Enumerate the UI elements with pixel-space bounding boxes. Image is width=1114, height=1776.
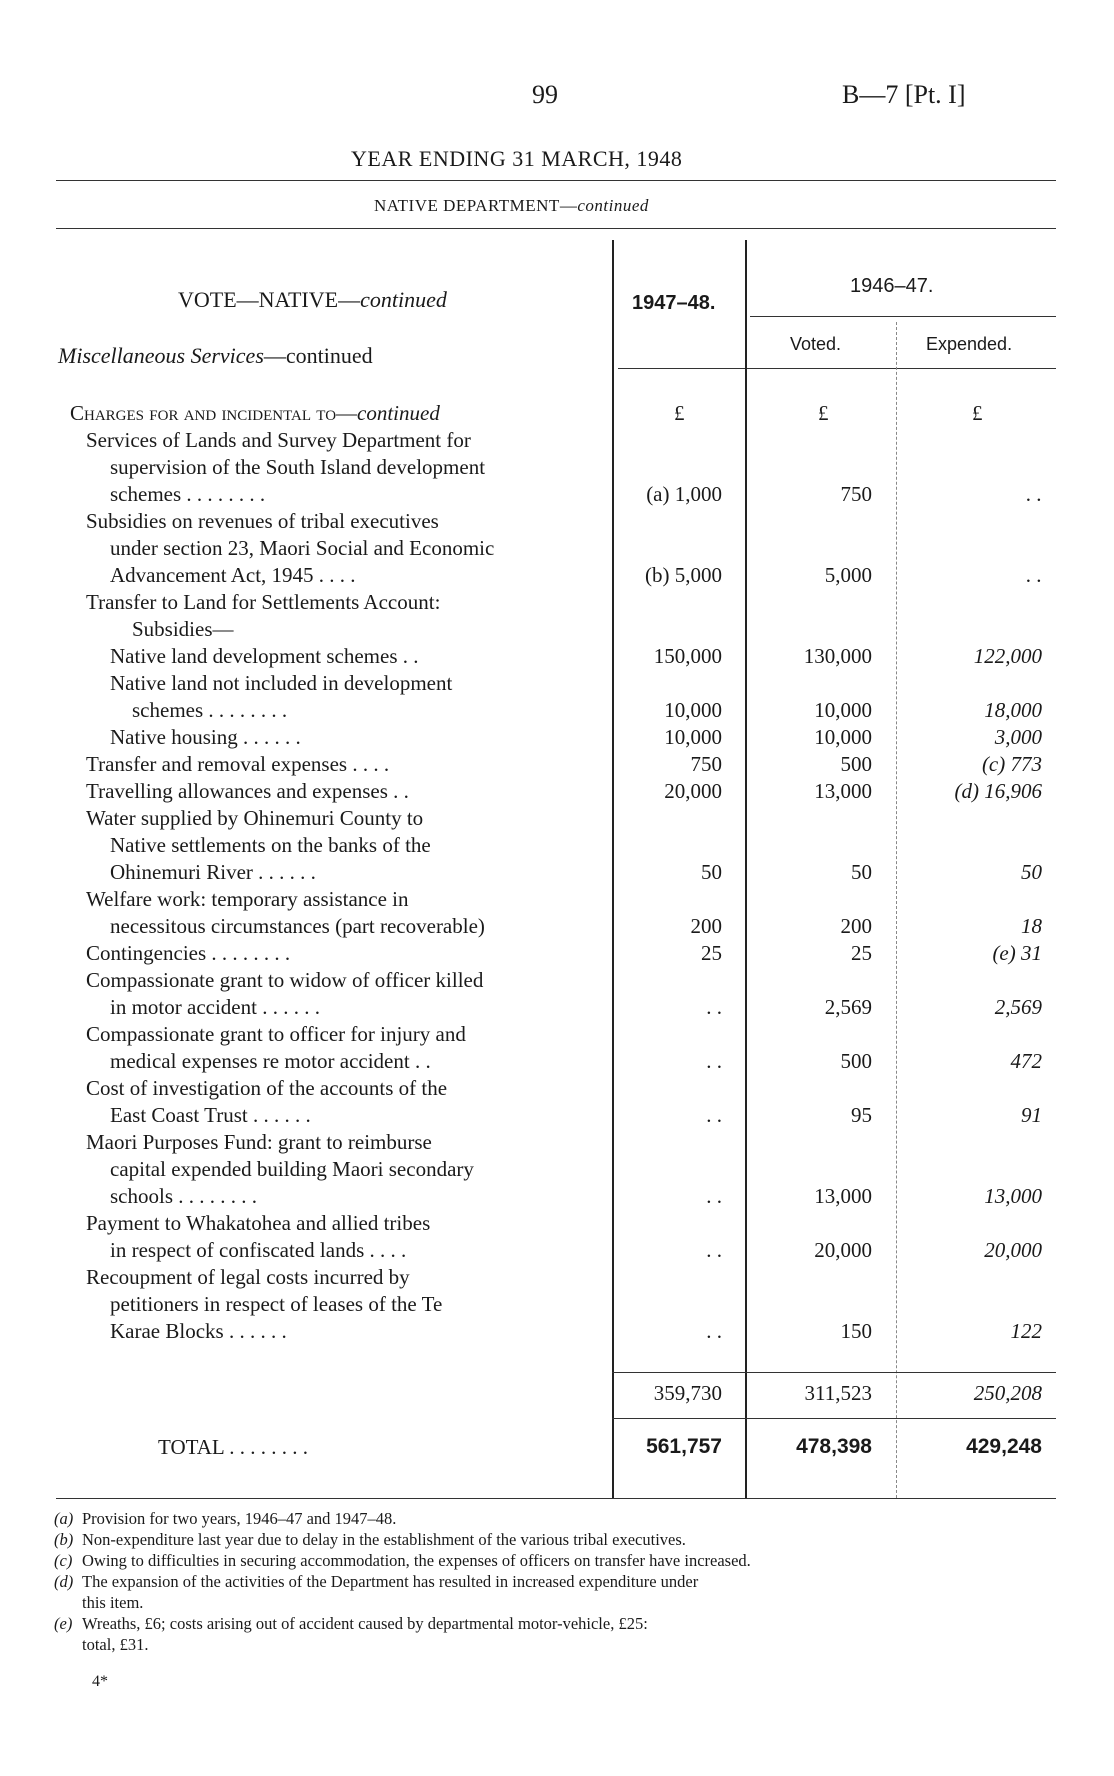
footnote-mark: (d) [54,1572,74,1591]
row-description-line: Advancement Act, 1945 . . . . [110,563,356,587]
row-description-line: in motor accident . . . . . . [110,995,320,1019]
total-expended: 429,248 [966,1435,1042,1458]
row-value-voted: 130,000 [803,644,872,668]
subtotal-voted: 311,523 [804,1381,872,1405]
row-description-line: Cost of investigation of the accounts of the [86,1076,448,1100]
misc-continued: —continued [263,343,373,368]
row-description-line: schemes . . . . . . . . [110,482,266,506]
header-rule-2 [56,228,1056,229]
row-description-line: Compassionate grant to officer for injury and [86,1022,466,1046]
total-1947: 561,757 [646,1435,722,1458]
row-value-1947: 10,000 [664,698,722,722]
header-rule-1 [56,180,1056,181]
footnote-text: Provision for two years, 1946–47 and 1947–48. [82,1509,397,1528]
row-value-voted: 500 [840,1049,872,1073]
row-description-line: Welfare work: temporary assistance in [86,887,409,911]
row-description-line: Native land not included in development [110,671,453,695]
total-label: TOTAL . . . . . . . . [158,1435,308,1459]
column-header-rule-1946 [750,316,1056,317]
row-value-voted: 13,000 [814,1184,872,1208]
column-header-rule [618,368,1056,369]
currency-symbol-1947: £ [674,401,685,425]
row-value-1947: 25 [701,941,722,965]
subtotal-rule-2 [612,1418,1056,1419]
row-description-line: Ohinemuri River . . . . . . [110,860,316,884]
row-value-1947: . . [706,1184,722,1208]
footnote [54,1508,396,1529]
footnote [54,1592,143,1613]
row-value-1947: . . [706,995,722,1019]
row-value-1947: . . [706,1103,722,1127]
row-description-line: in respect of confiscated lands . . . . [110,1238,407,1262]
footnote-mark: (b) [54,1530,74,1549]
row-description-line: schemes . . . . . . . . [132,698,288,722]
department-title [374,195,649,217]
footnote-text: Wreaths, £6; costs arising out of accident caused by departmental motor-vehicle, £25: [82,1614,648,1633]
row-value-expended: 20,000 [984,1238,1042,1262]
row-description-line: Transfer to Land for Settlements Account: [86,590,441,614]
subtotal-expended: 250,208 [973,1381,1042,1405]
footer-rule [56,1498,1056,1499]
footnote-text: total, £31. [82,1635,149,1654]
column-header-expended: Expended. [926,334,1013,354]
currency-symbol-voted: £ [818,401,829,425]
row-description-line: medical expenses re motor accident . . [110,1049,431,1073]
column-header-1946-47: 1946–47. [850,275,934,297]
row-value-voted: 10,000 [814,725,872,749]
row-description-line: schools . . . . . . . . [110,1184,257,1208]
row-value-1947: 10,000 [664,725,722,749]
footnote-mark: (e) [54,1614,73,1633]
row-description-line: capital expended building Maori secondary [110,1157,474,1181]
row-value-1947: . . [706,1319,722,1343]
row-description-line: Water supplied by Ohinemuri County to [86,806,424,830]
row-value-expended: 122 [1010,1319,1042,1343]
row-value-voted: 13,000 [814,779,872,803]
page-number: 99 [532,80,558,109]
column-header-voted: Voted. [790,334,842,354]
row-value-voted: 500 [840,752,872,776]
row-description-line: Subsidies— [132,617,234,641]
total-voted: 478,398 [796,1435,872,1458]
row-description-line: petitioners in respect of leases of the Te [110,1292,443,1316]
row-description-line: Native land development schemes . . [110,644,419,668]
footnote [54,1529,686,1550]
row-value-expended: 50 [1021,860,1042,884]
column-header-1947-48: 1947–48. [632,292,716,314]
row-value-1947: (b) 5,000 [645,563,722,587]
row-value-expended: 3,000 [994,725,1042,749]
row-value-1947: 200 [690,914,722,938]
row-description-line: Karae Blocks . . . . . . [110,1319,287,1343]
row-description-line: Compassionate grant to widow of officer killed [86,968,484,992]
subtotal-rule [612,1372,1056,1373]
department-name: NATIVE DEPARTMENT— [374,196,578,215]
row-value-expended: 2,569 [994,995,1042,1019]
section-heading-continued: continued [357,401,440,425]
row-value-expended: 472 [1010,1049,1042,1073]
row-value-voted: 95 [851,1103,872,1127]
row-description-line: Subsidies on revenues of tribal executives [86,509,439,533]
row-value-voted: 2,569 [824,995,872,1019]
footnote [54,1613,648,1634]
footnote-text: Non-expenditure last year due to delay in the establishment of the various tribal executives. [82,1530,686,1549]
row-value-1947: 20,000 [664,779,722,803]
row-value-voted: 25 [851,941,872,965]
row-description-line: necessitous circumstances (part recoverable) [110,914,485,938]
row-description-line: under section 23, Maori Social and Economic [110,536,495,560]
column-rule-left [612,240,614,1498]
footnote-mark: (c) [54,1551,73,1570]
row-value-expended: (c) 773 [981,752,1042,776]
footnote-mark: (a) [54,1509,74,1528]
row-description-line: Travelling allowances and expenses . . [86,779,409,803]
column-rule-middle [745,240,747,1498]
vote-name: VOTE—NATIVE— [178,287,361,312]
section-heading-text: Charges for and incidental to— [70,401,358,425]
footnote-text: this item. [82,1593,144,1612]
row-value-voted: 150 [840,1319,872,1343]
misc-title: Miscellaneous Services [58,343,264,368]
row-description-line: Payment to Whakatohea and allied tribes [86,1211,431,1235]
section-heading [70,400,440,426]
row-value-voted: 50 [851,860,872,884]
column-rule-expended [896,322,897,1498]
footnote [54,1550,751,1571]
row-value-1947: 50 [701,860,722,884]
footnote-text: The expansion of the activities of the Department has resulted in increased expenditure under [82,1572,699,1591]
row-value-expended: 13,000 [984,1184,1042,1208]
row-description-line: supervision of the South Island development [110,455,486,479]
row-value-expended: 18 [1021,914,1042,938]
row-value-expended: 18,000 [984,698,1042,722]
footnote [54,1634,148,1655]
row-value-expended: 91 [1021,1103,1042,1127]
row-value-expended: (d) 16,906 [954,779,1042,803]
row-description-line: Services of Lands and Survey Department for [86,428,471,452]
year-title: YEAR ENDING 31 MARCH, 1948 [351,146,683,171]
row-description-line: Contingencies . . . . . . . . [86,941,291,965]
row-value-expended: . . [1026,563,1042,587]
row-description-line: East Coast Trust . . . . . . [110,1103,311,1127]
row-value-1947: (a) 1,000 [646,482,722,506]
currency-symbol-expended: £ [972,401,983,425]
row-value-1947: . . [706,1049,722,1073]
row-value-1947: 150,000 [653,644,722,668]
row-description-line: Transfer and removal expenses . . . . [86,752,390,776]
subtotal-1947: 359,730 [653,1381,722,1405]
row-description-line: Native housing . . . . . . [110,725,301,749]
row-value-voted: 5,000 [824,563,872,587]
row-value-expended: (e) 31 [992,941,1042,965]
row-value-1947: . . [706,1238,722,1262]
row-value-voted: 10,000 [814,698,872,722]
document-reference: B—7 [Pt. I] [842,80,966,109]
footnote [54,1571,698,1592]
vote-heading [178,287,447,313]
row-value-voted: 20,000 [814,1238,872,1262]
row-value-expended: 122,000 [973,644,1042,668]
footnote-text: Owing to difficulties in securing accommodation, the expenses of officers on transfer have increased. [82,1551,751,1570]
row-value-expended: . . [1026,482,1042,506]
row-value-voted: 200 [840,914,872,938]
row-value-voted: 750 [840,482,872,506]
signature-mark: 4* [92,1673,108,1690]
row-value-1947: 750 [690,752,722,776]
department-continued: continued [577,196,649,215]
row-description-line: Native settlements on the banks of the [110,833,431,857]
vote-continued: continued [360,287,447,312]
misc-heading [58,343,373,369]
row-description-line: Maori Purposes Fund: grant to reimburse [86,1130,432,1154]
row-description-line: Recoupment of legal costs incurred by [86,1265,410,1289]
